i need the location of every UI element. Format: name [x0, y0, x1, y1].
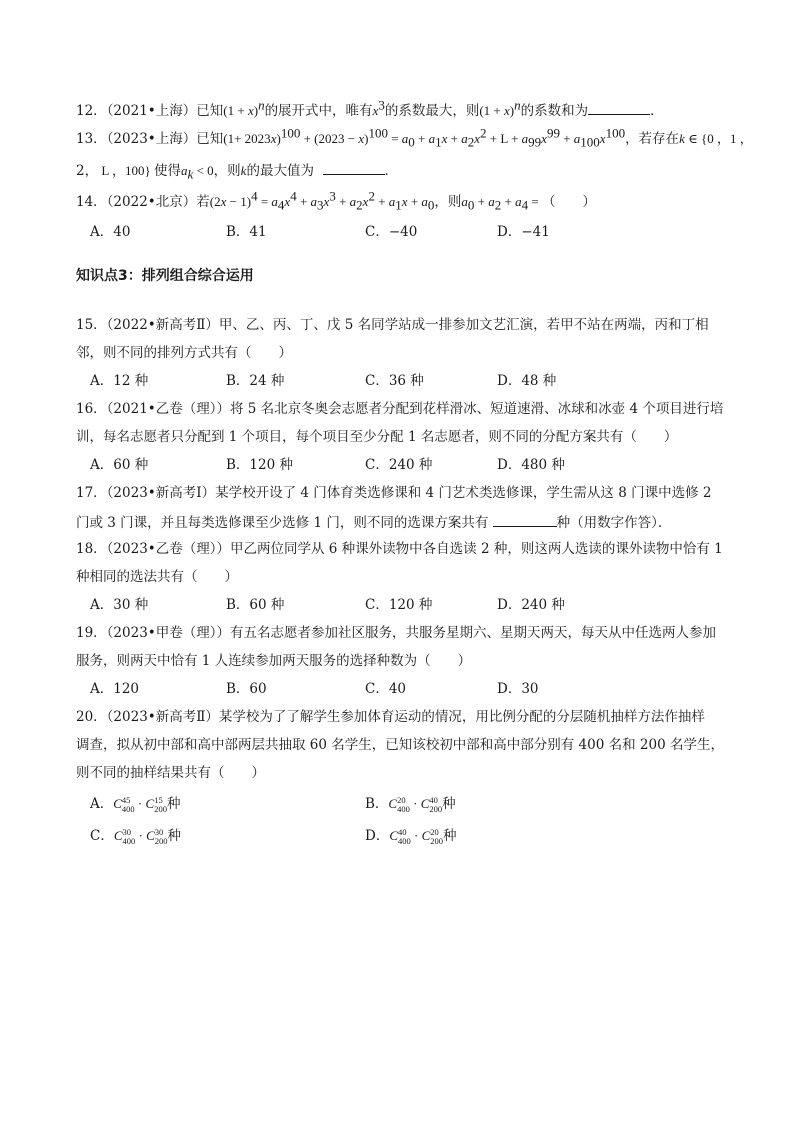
question-18-line1: 18．（2023•乙卷（理））甲乙两位同学从 6 种课外读物中各自选读 2 种，则这两人选读的课外读物中恰有 1 — [76, 541, 723, 557]
option-a[interactable]: A．60 种 — [90, 457, 149, 473]
option-a[interactable]: A．120 — [90, 681, 140, 697]
question-20-line2: 调查，拟从初中部和高中部两层共抽取 60 名学生，已知该校初中部和高中部分别有 400 名和 200 名学生， — [76, 737, 724, 753]
option-d[interactable]: D．240 种 — [497, 597, 565, 613]
question-source: （2021•上海） — [106, 103, 197, 119]
question-source: （2022•北京） — [106, 194, 197, 210]
option-b[interactable]: B．41 — [226, 224, 267, 240]
option-d[interactable]: D．−41 — [497, 224, 550, 240]
option-b[interactable]: B．60 — [226, 681, 267, 697]
question-number: 14． — [76, 194, 107, 210]
option-c[interactable]: C．240 种 — [365, 457, 433, 473]
question-18-line2: 种相同的选法共有（ ） — [76, 569, 238, 585]
answer-blank[interactable] — [493, 512, 557, 527]
option-a[interactable]: A．12 种 — [90, 373, 149, 389]
option-c[interactable]: C．40 — [365, 681, 407, 697]
question-13: 13．（2023•上海）已知$(1+ 2023x)^{100} + (2023 - x)^{100} = a_0 + a_1x + a_2x^2 + L + a_{99}x^{99} + a_{100}x^{100}$，若存在k ∈ {0 ，1 ， — [76, 125, 753, 150]
question-16-line2: 训，每名志愿者只分配到 1 个项目，每个项目至少分配 1 名志愿者，则不同的分配方案共有（ ） — [76, 429, 678, 445]
question-15-line2: 邻，则不同的排列方式共有（ ） — [76, 345, 292, 361]
option-a[interactable]: A．30 种 — [90, 597, 149, 613]
option-c[interactable]: C．120 种 — [365, 597, 433, 613]
question-17-line1: 17．（2023•新高考Ⅰ）某学校开设了 4 门体育类选修课和 4 门艺术类选修课，学生需从这 8 门课中选修 2 — [76, 485, 712, 501]
section-heading: 知识点3：排列组合综合运用 — [76, 268, 254, 284]
option-b[interactable]: B．60 种 — [226, 597, 285, 613]
option-d[interactable]: D．480 种 — [497, 457, 565, 473]
option-c[interactable]: C．−40 — [365, 224, 418, 240]
question-12: 12．（2021•上海）已知$(1 + x)^n$的展开式中，唯有$x^3$的系数最大，则$(1 + x)^n$的系数和为 ． — [76, 97, 664, 119]
question-17-line2: 门或 3 门课，并且每类选修课至少选修 1 门，则不同的选课方案共有 种（用数字作答）． — [76, 512, 671, 532]
option-a[interactable]: A．C 45 400 · C 15 200 种 — [90, 794, 181, 814]
question-source: （2023•上海） — [106, 131, 197, 147]
option-d[interactable]: D．30 — [497, 681, 539, 697]
option-d[interactable]: D．48 种 — [497, 373, 557, 389]
question-number: 13． — [76, 131, 107, 147]
question-number: 12． — [76, 103, 107, 119]
question-19-line1: 19．（2023•甲卷（理））有五名志愿者参加社区服务，共服务星期六、星期天两天，每天从中任选两人参加 — [76, 625, 716, 641]
question-19-line2: 服务，则两天中恰有 1 人连续参加两天服务的选择种数为（ ） — [76, 653, 472, 669]
option-a[interactable]: A．40 — [90, 224, 131, 240]
option-b[interactable]: B．C 20 400 · C 40 200 种 — [365, 794, 456, 814]
question-20-line3: 则不同的抽样结果共有（ ） — [76, 765, 265, 781]
option-b[interactable]: B．120 种 — [226, 457, 293, 473]
answer-blank[interactable] — [588, 100, 650, 115]
question-14: 14．（2022•北京）若$(2x - 1)^4 = a_4x^4 + a_3x^3 + a_2x^2 + a_1x + a_0$，则$a_0 + a_2 + a_4$ = （ ） — [76, 188, 596, 213]
option-c[interactable]: C．C 30 400 · C 30 200 种 — [90, 826, 182, 846]
question-20-line1: 20．（2023•新高考Ⅱ）某学校为了了解学生参加体育运动的情况，用比例分配的分层随机抽样方法作抽样 — [76, 709, 705, 725]
option-b[interactable]: B．24 种 — [226, 373, 285, 389]
option-d[interactable]: D．C 40 400 · C 20 200 种 — [365, 826, 457, 846]
question-16-line1: 16．（2021•乙卷（理））将 5 名北京冬奥会志愿者分配到花样滑冰、短道速滑、冰球和冰壶 4 个项目进行培 — [76, 401, 724, 417]
question-13-cont: 2， L ，100} 使得$a_k < 0$，则k的最大值为 ． — [76, 160, 398, 180]
question-15-line1: 15．（2022•新高考Ⅱ）甲、乙、丙、丁、戊 5 名同学站成一排参加文艺汇演，若甲不站在两端，丙和丁相 — [76, 317, 709, 333]
answer-blank[interactable] — [323, 160, 385, 175]
option-c[interactable]: C．36 种 — [365, 373, 424, 389]
